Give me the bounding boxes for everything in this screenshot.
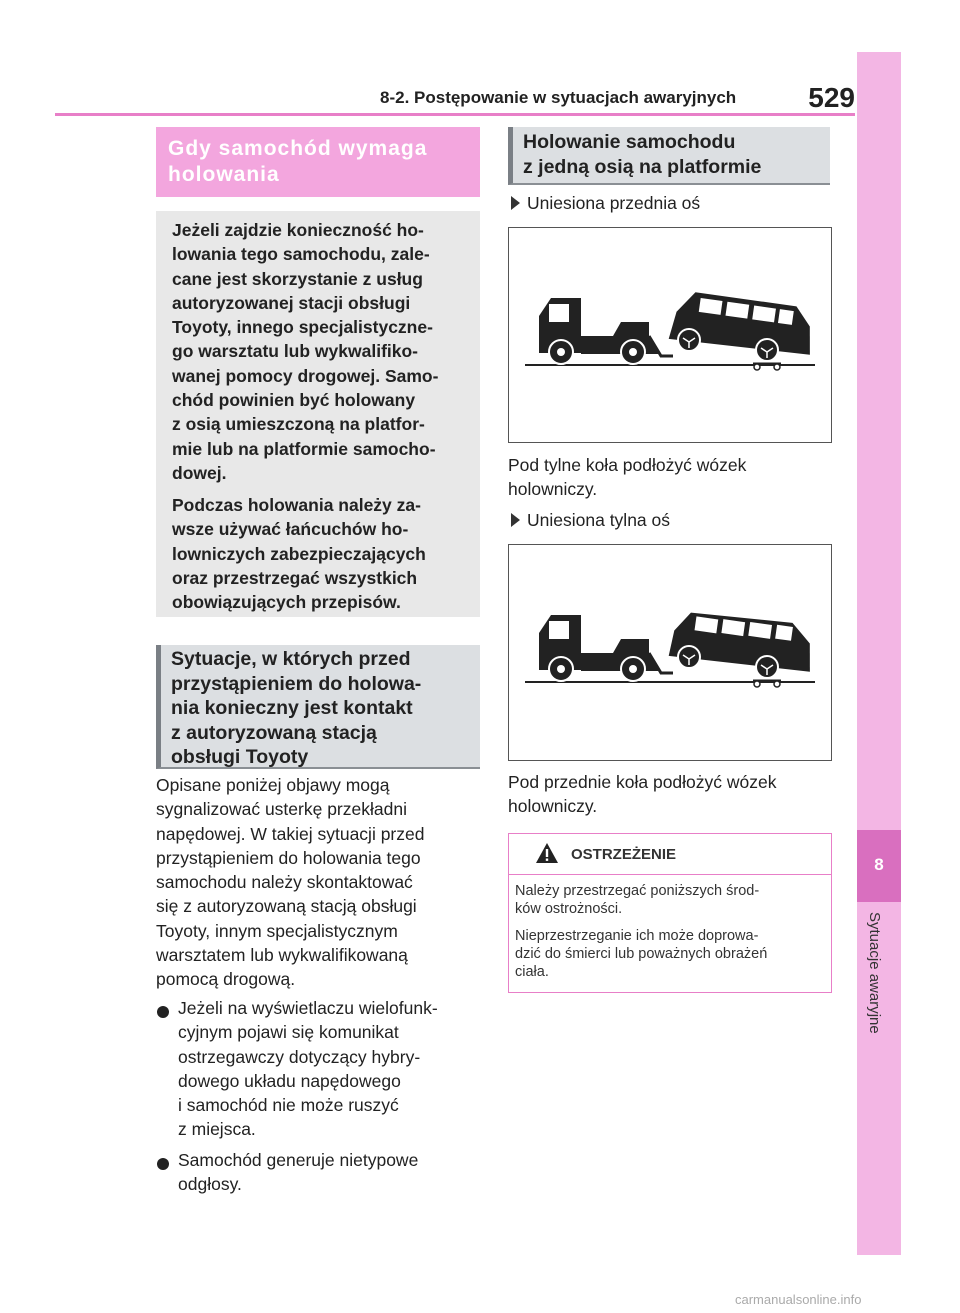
warning-paragraph-2: Nieprzestrzeganie ich może doprowa- dzić do śmierci lub poważnych obrażeń ciała. [515, 928, 768, 980]
chapter-tab [857, 52, 901, 1255]
arrow-icon [511, 513, 520, 527]
rear-axle-raised-figure [508, 544, 832, 761]
bullet-item-2: Samochód generuje nietypowe odgłosy. [178, 1150, 419, 1195]
header-rule [55, 113, 855, 116]
intro-paragraph-2: Podczas holowania należy za- wsze używać łańcuchów ho- lowniczych zabezpieczających oraz przestrzegać wszystkich obowiązujących przepisów. [172, 495, 426, 613]
pink-section-title-text: Gdy samochód wymaga holowania [168, 137, 428, 186]
page-header [380, 82, 855, 112]
header-section-title: 8-2. Postępowanie w sytuacjach awaryjnych [380, 88, 737, 107]
watermark: carmanualsonline.info [735, 1292, 862, 1307]
chapter-label: Sytuacje awaryjne [866, 912, 883, 1034]
warning-header [509, 834, 831, 875]
one-axle-heading-text: Holowanie samochodu z jedną osią na platformie [523, 131, 762, 178]
page-number: 529 [808, 82, 855, 113]
chapter-number: 8 [874, 855, 884, 874]
arrow-icon [511, 196, 520, 210]
contact-service-heading [156, 645, 480, 769]
warning-triangle-icon [535, 842, 559, 864]
intro-paragraph-1: Jeżeli zajdzie konieczność ho- lowania tego samochodu, zale- cane jest skorzystanie z usług autoryzowanej stacji obsługi Toyoty, innego specjalistyczne- go warsztatu lub wykwalifiko- wanej pomocy drogowej. Samo- chód powinien być holowany z osią umieszczoną na platfor- mie lub na platformie samocho- dowej. [172, 220, 439, 483]
front-axle-raised-figure [508, 227, 832, 443]
tow-truck-front-lift-illustration [509, 228, 831, 442]
contact-service-heading-text: Sytuacje, w których przed przystąpieniem do holowa- nia konieczny jest kontakt z autoryzowaną stacją obsługi Toyoty [171, 648, 422, 768]
bullet-item-1: Jeżeli na wyświetlaczu wielofunk- cyjnym pojawi się komunikat ostrzegawczy dotyczący hybry- dowego układu napędowego i samochód nie może ruszyć z miejsca. [178, 998, 438, 1140]
pink-section-title [156, 127, 480, 197]
front-axle-caption: Pod tylne koła podłożyć wózek holowniczy. [508, 455, 747, 500]
symptoms-intro: Opisane poniżej objawy mogą sygnalizować usterkę przekładni napędowej. W takiej sytuacji przed przystąpieniem do holowania tego samochodu należy skontaktować się z autoryzowaną stacją obsługi Toyoty, innym specjalistycznym warsztatem lub wykwalifikowaną pomocą drogową. [156, 775, 425, 990]
rear-axle-label: Uniesiona tylna oś [527, 510, 670, 530]
warning-paragraph-1: Należy przestrzegać poniższych środ- ków ostrożności. [515, 883, 760, 917]
bullet-dot-2 [157, 1158, 169, 1170]
one-axle-heading [508, 127, 830, 185]
front-axle-label: Uniesiona przednia oś [527, 193, 701, 213]
warning-box [508, 833, 832, 993]
bullet-dot-1 [157, 1006, 169, 1018]
rear-axle-caption: Pod przednie koła podłożyć wózek holowniczy. [508, 772, 777, 817]
warning-title: OSTRZEŻENIE [571, 846, 677, 863]
tow-truck-rear-lift-illustration [509, 545, 831, 760]
intro-box [156, 211, 480, 617]
